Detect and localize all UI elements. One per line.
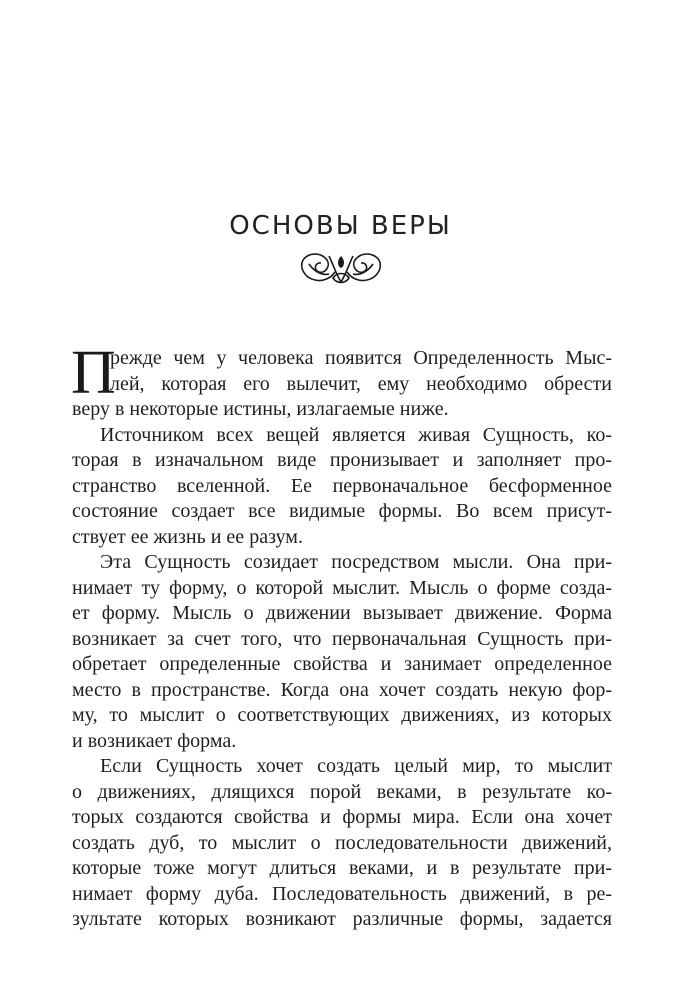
text-line: и возникает форма. — [72, 729, 237, 752]
paragraph-4 — [72, 754, 612, 933]
text-line: Источником всех вещей является живая Сущность, ко- — [100, 423, 612, 446]
text-line: Если Сущность хочет создать целый мир, то мыслит — [100, 755, 612, 777]
chapter-title: ОСНОВЫ ВЕРЫ — [229, 211, 452, 242]
text-line: торых создаются свойства и формы мира. Если она хочет — [72, 806, 612, 828]
text-line: создать дуб, то мыслит о последовательности движений, — [72, 831, 612, 854]
text-line: режде чем у человека появится Определенность Мыс- — [110, 347, 612, 369]
text-line: лей, которая его вылечит, ему необходимо обрести — [110, 372, 612, 395]
body-text — [71, 339, 612, 933]
text-line: странство вселенной. Ее первоначальное бесформенное — [72, 474, 612, 497]
text-line: состояние создает все видимые формы. Во всем присут- — [72, 500, 612, 522]
paragraph-3 — [72, 550, 612, 754]
text-line: обретает определенные свойства и занимает определенное — [72, 653, 612, 675]
text-line: место в пространстве. Когда она хочет создать некую фор- — [72, 678, 612, 701]
text-line: ет форму. Мысль о движении вызывает движение. Форма — [72, 602, 612, 624]
celtic-knot-ornament-icon — [299, 250, 383, 286]
drop-cap: П — [71, 339, 116, 407]
text-line: о движениях, длящихся порой веками, в результате ко- — [72, 780, 612, 803]
text-line: торая в изначальном виде пронизывает и заполняет про- — [72, 449, 612, 471]
text-line: Эта Сущность созидает посредством мысли. Она при- — [100, 551, 612, 573]
text-line: веру в некоторые истины, излагаемые ниже. — [72, 398, 449, 420]
paragraph-1 — [71, 339, 612, 423]
text-line: которые тоже могут длиться веками, и в результате при- — [72, 857, 612, 879]
text-line: му, то мыслит о соответствующих движениях, из которых — [72, 704, 612, 726]
paragraph-2 — [72, 423, 612, 551]
text-line: нимает ту форму, о которой мыслит. Мысль о форме созда- — [72, 576, 612, 599]
text-line: зультате которых возникают различные формы, задается — [72, 908, 612, 930]
text-line: возникает за счет того, что первоначальная Сущность при- — [72, 627, 612, 650]
text-line: ствует ее жизнь и ее разум. — [72, 525, 303, 548]
text-line: нимает форму дуба. Последовательность движений, в ре- — [72, 882, 612, 905]
